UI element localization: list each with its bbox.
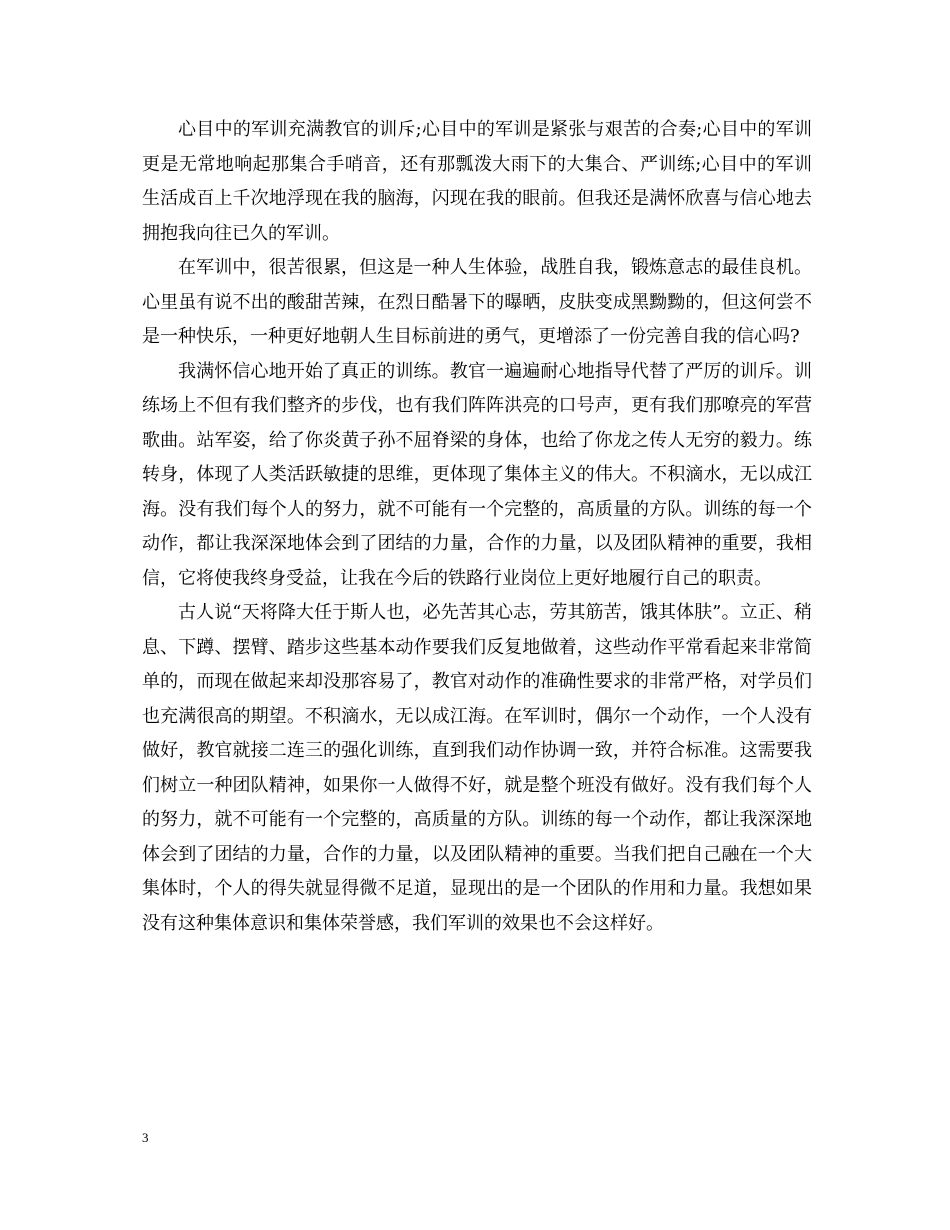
paragraph-1: 心目中的军训充满教官的训斥;心目中的军训是紧张与艰苦的合奏;心目中的军训更是无常地响起那集合手哨音，还有那瓢泼大雨下的大集合、严训练;心目中的军训生活成百上千次地浮现在我的脑海，闪现在我的眼前。但我还是满怀欣喜与信心地去拥抱我向往已久的军训。 [142, 119, 812, 244]
paragraph-3: 我满怀信心地开始了真正的训练。教官一遍遍耐心地指导代替了严厉的训斥。训练场上不但有我们整齐的步伐，也有我们阵阵洪亮的口号声，更有我们那嘹亮的军营歌曲。站军姿，给了你炎黄子孙不屈脊梁的身体，也给了你龙之传人无穷的毅力。练转身，体现了人类活跃敏捷的思维，更体现了集体主义的伟大。不积滴水，无以成江海。没有我们每个人的努力，就不可能有一个完整的，高质量的方队。训练的每一个动作，都让我深深地体会到了团结的力量，合作的力量，以及团队精神的重要，我相信，它将使我终身受益，让我在今后的铁路行业岗位上更好地履行自己的职责。 [142, 360, 812, 589]
page-number: 3 [142, 1130, 149, 1145]
paragraph-2: 在军训中，很苦很累，但这是一种人生体验，战胜自我，锻炼意志的最佳良机。心里虽有说不出的酸甜苦辣，在烈日酷暑下的曝晒，皮肤变成黑黝黝的，但这何尝不是一种快乐，一种更好地朝人生目标前进的勇气，更增添了一份完善自我的信心吗? [142, 257, 812, 347]
document-body [142, 113, 812, 941]
paragraph-4: 古人说“天将降大任于斯人也，必先苦其心志，劳其筋苦，饿其体肤”。立正、稍息、下蹲、摆臂、踏步这些基本动作要我们反复地做着，这些动作平常看起来非常简单的，而现在做起来却没那容易了，教官对动作的准确性要求的非常严格，对学员们也充满很高的期望。不积滴水，无以成江海。在军训时，偶尔一个动作，一个人没有做好，教官就接二连三的强化训练，直到我们动作协调一致，并符合标准。这需要我们树立一种团队精神，如果你一人做得不好，就是整个班没有做好。没有我们每个人的努力，就不可能有一个完整的，高质量的方队。训练的每一个动作，都让我深深地体会到了团结的力量，合作的力量，以及团队精神的重要。当我们把自己融在一个大集体时，个人的得失就显得微不足道，显现出的是一个团队的作用和力量。我想如果没有这种集体意识和集体荣誉感，我们军训的效果也不会这样好。 [142, 602, 812, 934]
